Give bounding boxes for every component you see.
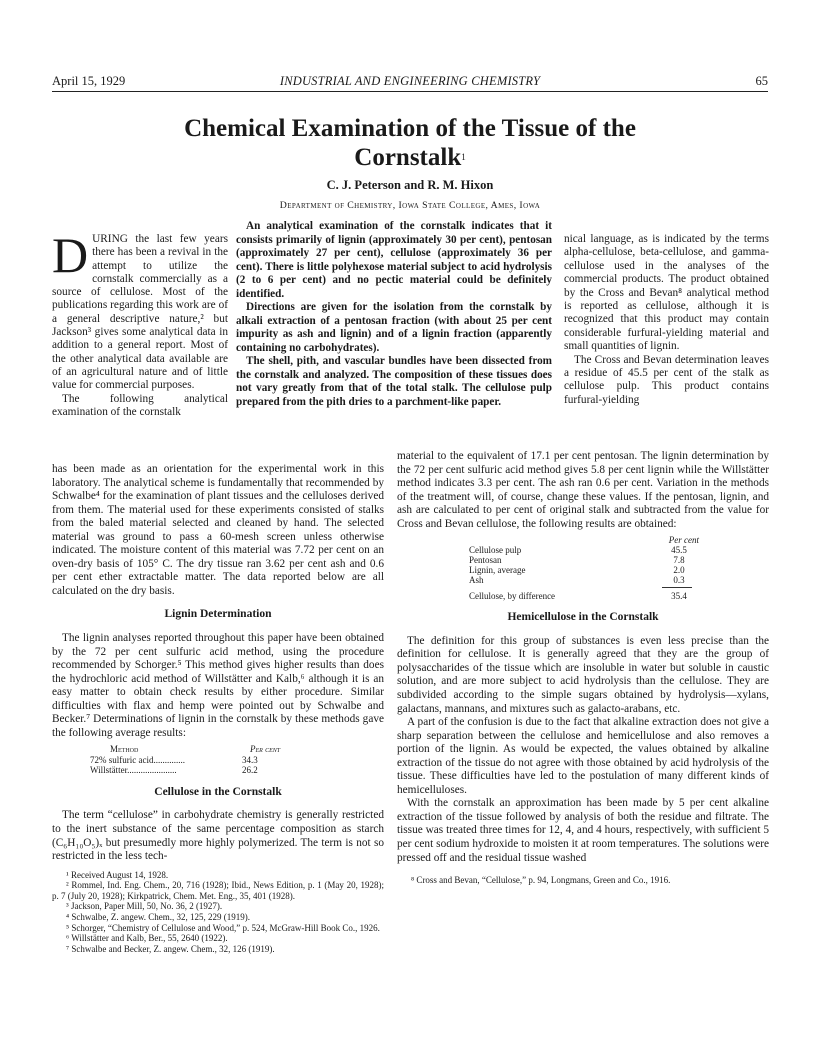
row-value: 35.4 [671,591,687,602]
abstract-paragraph-1: An analytical examination of the cornstalk indicates that it consists primarily of lignin (approximately 30 per cent), pentosan (approximately 27 per cent), cellulose (approximately 36 per cent). There is little polyhexose material subject to acid hydrolysis (2 to 6 per cent) and no pectic material could be definitely identified. [236,220,552,300]
table-row [469,575,699,585]
left-paragraph-2: The lignin analyses reported throughout this paper have been obtained by the 72 per cent sulfuric acid method, using the procedure recommended by Schorger.⁵ This method gives higher results than does the hydrochloric acid method of Willstätter and Kalb,⁶ although it is an easy matter to obtain check results by either procedure. Similar difficulties with flax and hemp were pointed out by Schwalbe and Becker.⁷ Determinations of lignin in the cornstalk by these methods gave the following average results: [52,632,384,739]
hemicellulose-heading: Hemicellulose in the Cornstalk [507,611,659,624]
lignin-method: Willstätter...................... [90,765,177,776]
right-paragraph-4: With the cornstalk an approximation has been made by 5 per cent alkaline extraction of the tissue followed by analysis of both the residue and filtrate. The tissue was treated three times for 12, 4, and 4 hours, respectively, with sufficient 5 per cent sodium hydroxide to moisten it at room temperatures. The solutions were pressed off and the residual tissue washed [397,797,769,864]
running-header [52,74,768,90]
footnotes-right [397,875,769,886]
abstract-paragraph-3: The shell, pith, and vascular bundles have been dissected from the cornstalk and analyzed. The composition of these tissues does not vary greatly from that of the total stalk. The cellulose pulp prepared from the pith dries to a parchment-like paper. [236,355,552,408]
footnote: ⁸ Cross and Bevan, “Cellulose,” p. 94, Longmans, Green and Co., 1916. [411,875,671,886]
lignin-col-percent: Per cent [250,744,281,755]
intro-text: URING the last few years there has been a revival in the attempt to utilize the cornstalk commercially as a source of cellulose. Most of the publications regarding this work are of a general descriptive nature,² but Jackson³ gives some analytical data in addition to a general report. Most of the other analytical data available are of an agricultural nature and of little value for commercial purposes. [52,233,228,392]
lignin-heading: Lignin Determination [164,608,272,621]
article-authors: C. J. Peterson and R. M. Hixon [326,178,494,192]
right-top-paragraph-1: nical language, as is indicated by the terms alpha-cellulose, beta-cellulose, and gamma-cellulose used in the analyses of the commercial products. The product obtained by the Cross and Bevan⁸ analytical method is reported as cellulose, although it is recognized that this product may contain considerable furfural-yielding material and small quantities of lignin. [564,233,769,353]
sum-rule [662,587,692,588]
lignin-col-method: Method [110,744,139,755]
cellulose-table-header: Per cent [668,535,699,546]
right-top-paragraph-2: The Cross and Bevan determination leaves a residue of 45.5 per cent of the stalk as cellulose pulp. This product contains furfural-yielding [564,353,769,406]
header-date: April 15, 1929 [52,74,126,88]
abstract-paragraph-2: Directions are given for the isolation from the cornstalk by alkali extraction of a pentosan fraction (with about 25 per cent impurity as ash and lignin) and of a lignin fraction (apparently containing no carbohydrates). [236,301,552,354]
table-total-row [469,591,699,601]
footnote: ² Rommel, Ind. Eng. Chem., 20, 716 (1928); Ibid., News Edition, p. 1 (May 20, 1928); p. 7 (July 20, 1928); Kirkpatrick, Chem. Met. Eng., 35, 401 (1928). [52,880,384,901]
left-paragraph-1: has been made as an orientation for the experimental work in this laboratory. The analytical scheme is fundamentally that recommended by Schwalbe⁴ for the examination of plant tissues and the celluloses derived from them. The material used for these experiments consisted of stalks from the baled material selected and cleaned by hand. The selected material was ground to pass a 60-mesh screen unless otherwise indicated. The moisture content of this material was 7.72 per cent on an oven-dry basis of 105° C. The dry tissue ran 3.62 per cent ash and 0.6 per cent ether extractable matter. The data reported below are all calculated on the dry basis. [52,463,384,597]
abstract [236,220,552,409]
cellulose-heading: Cellulose in the Cornstalk [154,785,282,798]
footnote: ⁶ Willstätter and Kalb, Ber., 55, 2640 (1922). [66,933,228,944]
table-row [90,765,330,776]
intro-following: The following analytical examination of the cornstalk [52,392,228,418]
intro-column [52,227,228,419]
row-label: Ash [469,575,484,586]
article-affiliation: Department of Chemistry, Iowa State College, Ames, Iowa [279,200,541,211]
cellulose-table [469,535,699,601]
table-row [469,555,699,565]
row-label: Lignin, average [469,565,526,576]
lignin-value: 26.2 [242,765,258,776]
footnote: ⁷ Schwalbe and Becker, Z. angew. Chem., 32, 126 (1919). [66,943,275,954]
row-value: 7.8 [673,555,685,566]
row-value: 0.3 [673,575,685,586]
lignin-value: 34.3 [242,754,258,765]
drop-cap: D [52,227,89,283]
left-paragraph-3: The term “cellulose” in carbohydrate chemistry is generally restricted to the inert substance of the same percentage composition as starch (C₆H₁₀O₅)ₓ but presumedly more highly polymerized. The term is not so restricted in the less tech- [52,809,384,863]
table-row [90,755,330,766]
table-row [469,565,699,575]
intro-paragraph [52,227,228,393]
row-label: Pentosan [469,555,502,566]
right-paragraph-3: A part of the confusion is due to the fact that alkaline extraction does not give a sharp separation between the cellulose and hemicellulose and also removes a portion of the lignin. As would be expected, the values obtained by alkaline extraction of the tissue do not agree with those obtained by acid hydrolysis of the tissue. These difficulties have led to the postulation of many different kinds of hemicelluloses. [397,716,769,796]
right-top-column [564,233,769,407]
article-title [52,114,768,172]
footnote: ⁵ Schorger, “Chemistry of Cellulose and Wood,” p. 524, McGraw-Hill Book Co., 1926. [66,922,380,933]
footnote: ¹ Received August 14, 1928. [66,869,169,880]
row-value: 45.5 [671,545,687,556]
right-paragraph-2: The definition for this group of substances is even less precise than the definition for cellulose. It is generally agreed that they are the group of polysaccharides of the tissue which are insoluble in water but soluble in caustic solution, and are more subject to acid hydrolysis than the cellulose. They are subdivided according to the simple sugars obtained by hydrolysis—xylans, galactans, mannans, and mixtures such as galacto-arabans, etc. [397,634,769,715]
header-page-number: 65 [755,74,768,88]
row-label: Cellulose pulp [469,545,522,556]
table-row [469,545,699,555]
lignin-table-header [90,744,290,755]
footnotes-left [52,870,384,955]
row-label: Cellulose, by difference [469,591,556,602]
header-rule [52,91,768,92]
title-footnote-mark: 1 [461,152,466,162]
left-column [52,463,384,954]
lignin-table [90,744,384,776]
footnote: ⁴ Schwalbe, Z. angew. Chem., 32, 125, 229 (1919). [66,912,251,922]
row-value: 2.0 [673,565,685,576]
header-journal: INDUSTRIAL AND ENGINEERING CHEMISTRY [279,74,541,88]
right-column [397,450,769,886]
article-title-text: Chemical Examination of the Tissue of the Cornstalk [184,115,636,171]
right-paragraph-1: material to the equivalent of 17.1 per cent pentosan. The lignin determination by the 72 per cent sulfuric acid method gives 5.8 per cent lignin while the Willstätter method indicates 3.3 per cent. The ash ran 0.6 per cent. Variation in the methods of the treatment will, of course, change these values. If the pentosan, lignin, and ash are calculated to per cent of original stalk and subtracted from the value for Cross and Bevan cellulose, the following results are obtained: [397,450,769,530]
footnote: ³ Jackson, Paper Mill, 50, No. 36, 2 (1927). [66,901,223,912]
lignin-method: 72% sulfuric acid.............. [90,754,185,765]
